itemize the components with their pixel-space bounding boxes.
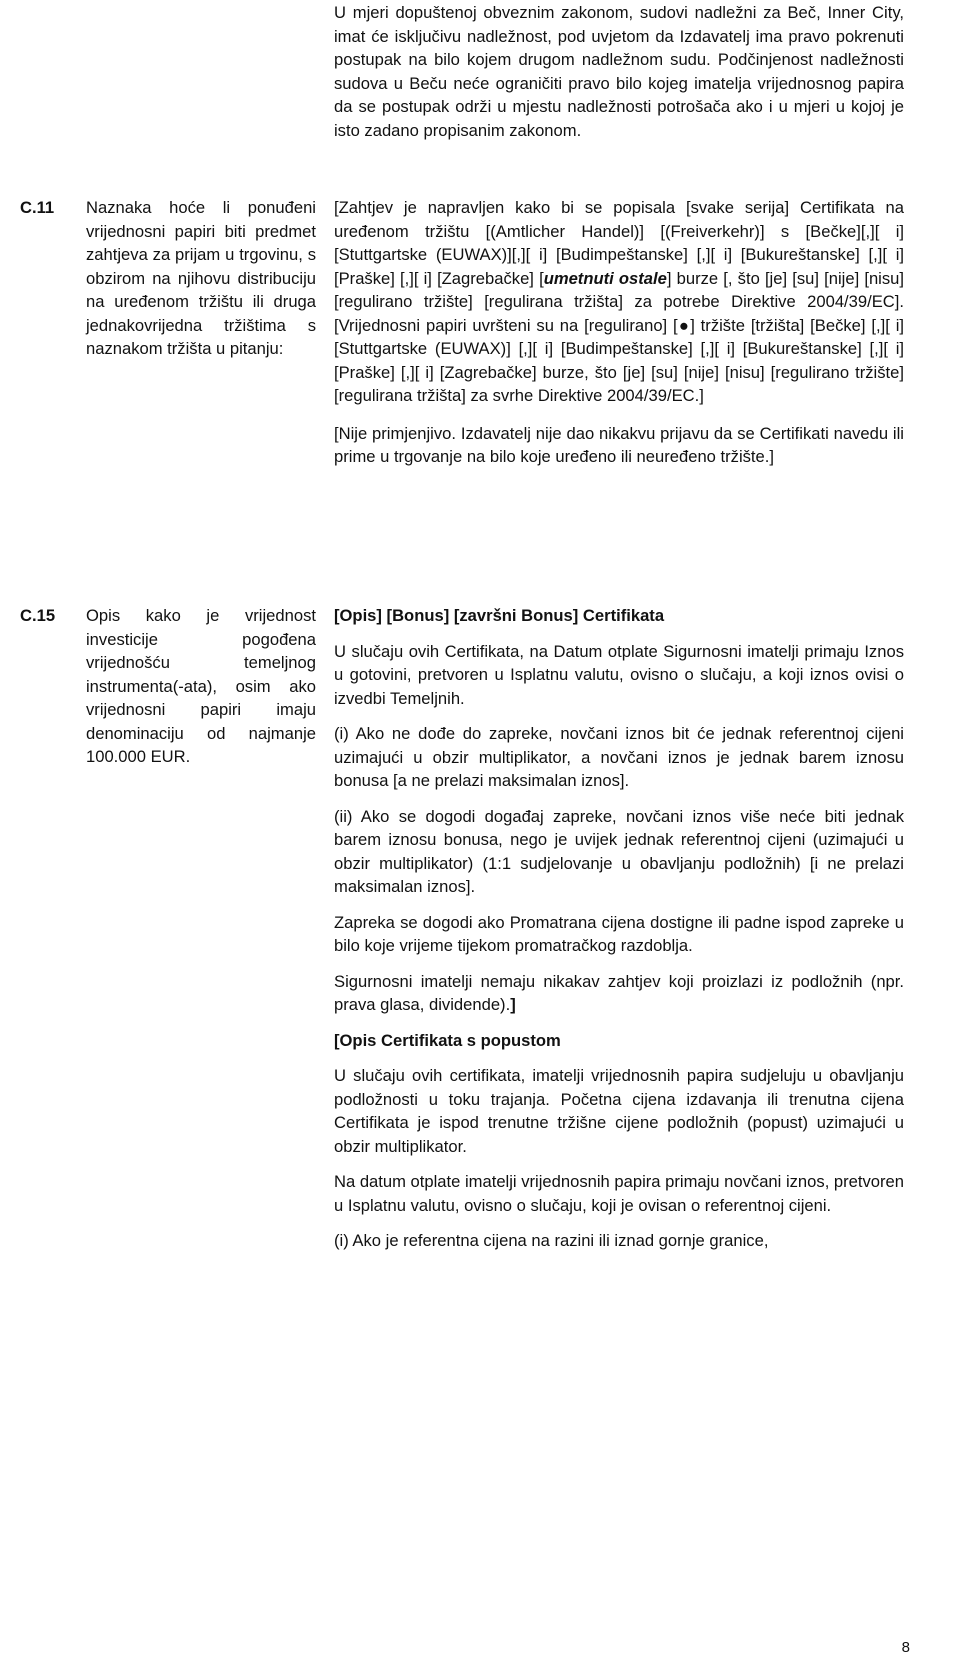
bonus-certificates-heading: [Opis] [Bonus] [završni Bonus] Certifikata — [334, 606, 665, 625]
section-label-c11: Naznaka hoće li ponuđeni vrijednosni papiri biti predmet zahtjeva za prijam u trgovinu, s obzirom na njihovu distribuciju na uređenom tržištu ili druga jednakovrijedna tržištima s naznakom tržišta u pitanju: — [86, 198, 316, 358]
page-number: 8 — [901, 1639, 910, 1656]
section-content-c15 — [334, 604, 904, 1265]
bonus-paragraph-4: Zapreka se dogodi ako Promatrana cijena dostigne ili padne ispod zapreke u bilo koje vrijeme tijekom promatračkog razdoblja. — [334, 912, 904, 955]
section-number-c15: C.15 — [20, 606, 56, 625]
bonus-paragraph-3: (ii) Ako se dogodi događaj zapreke, novčani iznos više neće biti jednak barem iznosu bonusa, nego je uvijek jednak referentnoj cijeni (uzimajući u obzir multiplikator) (1:1 sudjelovanje u obavljanju podložnih) [i ne prelazi maksimalan iznos]. — [334, 806, 904, 896]
bonus-paragraph-5-text: Sigurnosni imatelji nemaju nikakav zahtjev koji proizlazi iz podložnih (npr. prava glasa, dividende). — [334, 971, 904, 1014]
admission-text-part2: ] burze [, što [je] [su] [nije] [nisu] [regulirano tržište] [regulirana tržišta] za potrebe Direktive 2004/39/EC]. [Vrijednosni papiri uvršteni su na [regulirano] [●] tržište [tržišta] [Bečke] [,][ i] [Stuttgartske (EUWAX)] [,][ i] [Budimpeštanske] [,][ i] [Bukureštanske] [,][ i] [Praške] [,][ i] [Zagrebačke] burze, što [je] [su] [nije] [nisu] [regulirano tržište] [regulirana tržišta] za svrhe Direktive 2004/39/EC.] — [334, 268, 905, 405]
admission-text-italic: umetnuti ostale — [543, 268, 667, 288]
admission-text-part1: [Zahtjev je napravljen kako bi se popisala [svake serija] Certifikata na uređenom tržištu [(Amtlicher Handel)] [(Freiverkehr)] s [Bečke][,][ i] [Stuttgartske (EUWAX)][,][ i] [Budimpeštanske] [,][ i] [Bukureštanske] [,][ i] [Praške] [,][ i] [Zagrebačke] [ — [334, 198, 904, 288]
not-applicable-paragraph: [Nije primjenjivo. Izdavatelj nije dao nikakvu prijavu da se Certifikati navedu ili prime u trgovanje na bilo koje uređeno ili neuređeno tržište.] — [334, 423, 904, 466]
section-label-c15: Opis kako je vrijednost investicije pogođena vrijednošću temeljnog instrumenta(-ata), osim ako vrijednosni papiri imaju denominaciju od najmanje 100.000 EUR. — [86, 606, 316, 766]
jurisdiction-paragraph: U mjeri dopuštenoj obveznim zakonom, sudovi nadležni za Beč, Inner City, imat će isključivu nadležnost, pod uvjetom da Izdavatelj ima pravo pokrenuti postupak na bilo kojem drugom nadležnom sudu. Podčinjenost nadležnosti sudova u Beču neće ograničiti pravo bilo kojeg imatelja vrijednosnog papira da se postupak održi u mjestu nadležnosti potrošača ako i u mjeri u kojoj je isto zadano propisanim zakonom. — [334, 3, 904, 140]
discount-paragraph-3: (i) Ako je referentna cijena na razini ili iznad gornje granice, — [334, 1231, 769, 1250]
bonus-paragraph-2: (i) Ako ne dođe do zapreke, novčani iznos bit će jednak referentnoj cijeni uzimajući u obzir multiplikator, a novčani iznos je jednak barem iznosu bonusa [a ne prelazi maksimalan iznos]. — [334, 724, 904, 790]
discount-paragraph-1: U slučaju ovih certifikata, imatelji vrijednosnih papira sudjeluju u obavljanju podložnosti u toku trajanja. Početna cijena izdavanja ili trenutna cijena Certifikata je ispod trenutne tržišne cijene podložnih (popust) uzimajući u obzir multiplikator. — [334, 1066, 904, 1156]
bonus-paragraph-1: U slučaju ovih Certifikata, na Datum otplate Sigurnosni imatelji primaju Iznos u gotovini, pretvoren u Isplatnu valutu, ovisno o slučaju, a koji iznos ovisi o izvedbi Temeljnih. — [334, 641, 904, 708]
section-content-c11 — [334, 196, 904, 481]
discount-certificates-heading: [Opis Certifikata s popustom — [334, 1030, 561, 1050]
section-number-c11: C.11 — [20, 198, 55, 217]
admission-to-trading-paragraph — [334, 196, 904, 408]
bonus-paragraph-5-bracket: ] — [510, 995, 516, 1014]
discount-paragraph-2: Na datum otplate imatelji vrijednosnih papira primaju novčani iznos, pretvoren u Isplatnu valutu, ovisno o slučaju, koji je ovisan o referentnoj cijeni. — [334, 1172, 905, 1215]
bonus-paragraph-5 — [334, 970, 904, 1017]
